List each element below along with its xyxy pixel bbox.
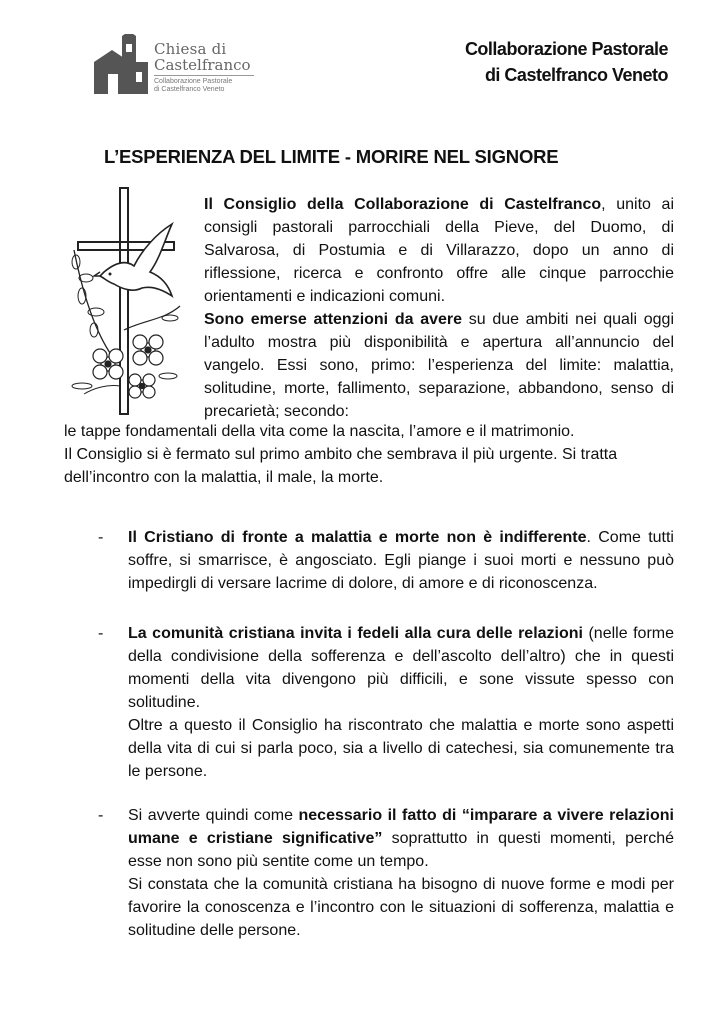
bullet-1-text <box>128 526 674 595</box>
bullet-3-extra: Si constata che la comunità cristiana ha bisogno di nuove forme e modi per favorire la conoscenza e l’incontro con le situazioni di sofferenza, malattia e solitudine delle persone. <box>128 876 674 939</box>
logo-divider <box>154 75 254 76</box>
intro-p1-rest: , unito ai consigli pastorali parrocchiali della Pieve, del Duomo, di Salvarosa, di Postumia e di Villarazzo, dopo un anno di riflessione, ricerca e confronto offre alle cinque parrocchie orientamenti e indicazioni comuni. <box>204 196 675 305</box>
logo-subtitle-2: di Castelfranco Veneto <box>154 86 225 93</box>
intro-text <box>204 193 674 423</box>
bullet-2-extra: Oltre a questo il Consiglio ha riscontrato che malattia e morte sono aspetti della vita di cui si parla poco, sia a livello di catechesi, sia comunemente tra le persone. <box>128 717 674 780</box>
organization-header <box>465 36 668 88</box>
cross-dove-illustration <box>64 180 188 418</box>
bullet-3-bold: necessario il fatto di “imparare a vivere relazioni umane e cristiane significative” <box>128 807 674 847</box>
bullet-item-1 <box>64 526 674 595</box>
church-logo <box>92 34 262 98</box>
intro-paragraph-2 <box>204 308 674 423</box>
bullet-1-rest: . Come tutti soffre, si smarrisce, è angosciato. Egli piange i suoi morti e nessuno può impedirgli di versare lacrime di dolore, di amore e di riconoscenza. <box>128 529 674 592</box>
church-icon <box>92 34 150 96</box>
page-title: L’ESPERIENZA DEL LIMITE - MORIRE NEL SIGNORE <box>104 146 559 167</box>
bullet-1-bold: Il Cristiano di fronte a malattia e morte non è indifferente <box>128 529 587 546</box>
intro-paragraph-3: Il Consiglio si è fermato sul primo ambito che sembrava il più urgente. Si tratta dell’incontro con la malattia, il male, la morte. <box>64 446 618 486</box>
bullet-2-bold: La comunità cristiana invita i fedeli alla cura delle relazioni <box>128 625 583 642</box>
intro-p2-bold: Sono emerse attenzioni da avere <box>204 311 463 328</box>
logo-line-1: Chiesa di <box>154 40 227 58</box>
logo-subtitle-1: Collaborazione Pastorale <box>154 78 233 85</box>
intro-continuation <box>64 420 674 489</box>
bullet-3-text <box>128 804 674 873</box>
bullet-3-pre: Si avverte quindi come <box>128 807 299 824</box>
bullet-3-rest: soprattutto in questi momenti, perché esse non sono più sentite come un tempo. <box>128 830 674 870</box>
org-line-1: Collaborazione Pastorale <box>464 39 668 59</box>
bullet-dash: - <box>98 807 104 824</box>
bullet-item-3 <box>64 804 674 942</box>
bullet-item-2 <box>64 622 674 783</box>
logo-line-2: Castelfranco <box>154 56 251 74</box>
intro-p2-rest: su due ambiti nei quali oggi l’adulto mostra più disponibilità e apertura all’annuncio del vangelo. Essi sono, primo: l’esperienza del limite: malattia, solitudine, morte, fallimento, separazione, abbandono, senso di precarietà; secondo: <box>204 311 674 420</box>
org-line-2: di Castelfranco Veneto <box>484 65 668 85</box>
intro-p2-continuation: le tappe fondamentali della vita come la nascita, l’amore e il matrimonio. <box>64 423 575 440</box>
bullet-dash: - <box>98 529 104 546</box>
bullet-2-text <box>128 622 674 714</box>
bullet-2-rest: (nelle forme della condivisione della sofferenza e dell’ascolto dell’altro) che in questi momenti della vita divengono più difficili, e sone vissute spesso con solitudine. <box>128 625 675 711</box>
bullet-dash: - <box>98 625 104 642</box>
intro-paragraph-1 <box>204 193 674 308</box>
intro-p1-bold: Il Consiglio della Collaborazione di Castelfranco <box>204 196 602 213</box>
